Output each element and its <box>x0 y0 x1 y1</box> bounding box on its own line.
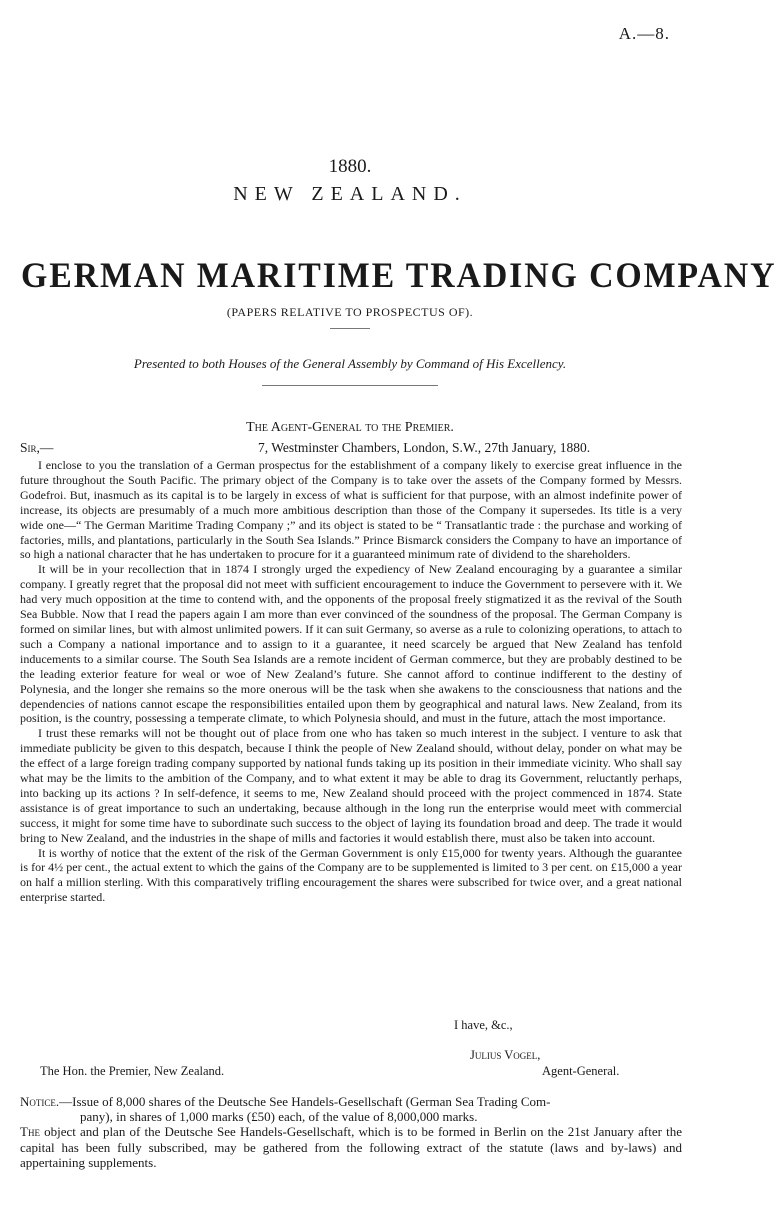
document-subtitle: (PAPERS RELATIVE TO PROSPECTUS OF). <box>226 305 474 319</box>
letter-salutation: Sir,— <box>20 440 54 455</box>
divider <box>262 385 438 386</box>
letter-body <box>20 458 682 905</box>
notice-paragraph <box>20 1094 682 1109</box>
divider <box>330 328 370 329</box>
letter-recipient: The Hon. the Premier, New Zealand. <box>40 1064 225 1078</box>
country-heading: NEW ZEALAND. <box>233 183 467 205</box>
notice-text-line2: pany), in shares of 1,000 marks (£50) each, of the value of 8,000,000 marks. <box>80 1109 478 1125</box>
letter-paragraph: It is worthy of notice that the extent of the risk of the German Government is only £15,000 for twenty years. Although the guarantee is for 4½ per cent., the actual extent to which the gains of the Company are to be supplemented is limited to 3 per cent. on £15,000 a year on half a million sterling. With this comparatively trifling encouragement the shares were subscribed for twice over, and a great national enterprise started. <box>20 845 682 905</box>
signatory-office: Agent-General. <box>542 1064 620 1078</box>
notice-paragraph-2-text: object and plan of the Deutsche See Handels-Gesellschaft, which is to be formed in Berlin on the 21st January after the capital has been fully subscribed, may be gathered from the following extract of the statute (laws and by-laws) and appertaining supplements. <box>20 1124 682 1170</box>
letter-paragraph: I trust these remarks will not be thought out of place from one who has taken so much interest in the subject. I venture to ask that immediate publicity be given to this despatch, because I think the people of New Zealand should, without delay, ponder on what may be the effect of a large foreign trading company supported by national funds taking up its position in their immediate vicinity. Who shall say what may be the limits to the ambition of the Company, and to what extent it may be able to drag its Government, reluctantly perhaps, into backing up its actions ? In self-defence, it seems to me, New Zealand should proceed with the project commenced in 1874. State assistance is of great importance to such an undertaking, because although in the long run the enterprise would meet with commercial success, it might for some time have to subordinate such success to the object of laying its foundation broad and deep. The trade it would bring to New Zealand, and the industries in the shape of mills and factories it would establish there, must also be taken into account. <box>20 726 682 845</box>
letter-closing: I have, &c., <box>454 1018 513 1032</box>
letter-paragraph: I enclose to you the translation of a German prospectus for the establishment of a company likely to exercise great influence in the future throughout the South Pacific. The primary object of the Company is to take over the assets of the Company formed by Messrs. Godefroi. But, inasmuch as its capital is to be largely in excess of what is sufficient for that purpose, with an almost indefinite power of increase, its objects are presumably of a much more ambitious description than those of the Company it supersedes. Its title is a very wide one—“ The German Maritime Trading Company ;” and its object is stated to be “ Transatlantic trade : the purchase and working of factories, mills, and plantations, particularly in the South Sea Islands.” Prince Bismarck considers the Company to have an importance of so high a national character that he has undertaken to procure for it a guaranteed minimum rate of dividend to the shareholders. <box>20 458 682 562</box>
letter-heading: The Agent-General to the Premier. <box>246 420 454 435</box>
document-year: 1880. <box>328 156 372 177</box>
page-identifier: A.—8. <box>618 24 670 43</box>
letter-address-date: 7, Westminster Chambers, London, S.W., 27th January, 1880. <box>258 440 591 455</box>
notice-text-line1: —Issue of 8,000 shares of the Deutsche See Handels-Gesellschaft (German Sea Trading Com- <box>59 1094 551 1109</box>
presentation-line: Presented to both Houses of the General Assembly by Command of His Excellency. <box>133 356 567 371</box>
notice-section <box>20 1094 682 1170</box>
document-title: GERMAN MARITIME TRADING COMPANY <box>21 255 776 295</box>
letter-signature: Julius Vogel, <box>470 1048 541 1062</box>
notice-label: Notice. <box>20 1094 60 1109</box>
notice-lead-word: The <box>20 1124 40 1140</box>
letter-paragraph: It will be in your recollection that in 1874 I strongly urged the expediency of New Zealand encouraging by a guarantee a similar company. I greatly regret that the proposal did not meet with sufficient encouragement to induce the Government to persevere with it. We had very much opposition at the time to contend with, and the opponents of the proposal freely stigmatized it as the revival of the South Sea Bubble. Now that I read the papers again I am more than ever convinced of the soundness of the proposal. The German Company is formed on similar lines, but with almost unlimited powers. If it can suit Germany, so averse as a rule to colonizing operations, to attach to such a Company a national importance and to assign to it a guarantee, it need scarcely be argued that New Zealand has tenfold inducements to a similar course. The South Sea Islands are a remote incident of German commerce, but they are probably destined to be the leading exterior feature for weal or woe of New Zealand’s future. She cannot afford to continue indifferent to the destiny of Polynesia, and the longer she remains so the more onerous will be the task when she awakens to the consciousness that nations and the dependencies of nations cannot escape the responsibilities entailed upon them by geographical and natural laws. New Zealand, from its position, is the country, possessing a temperate climate, to which Polynesia should, and must in the future, attach the most importance. <box>20 562 682 726</box>
notice-paragraph-2 <box>20 1124 682 1170</box>
